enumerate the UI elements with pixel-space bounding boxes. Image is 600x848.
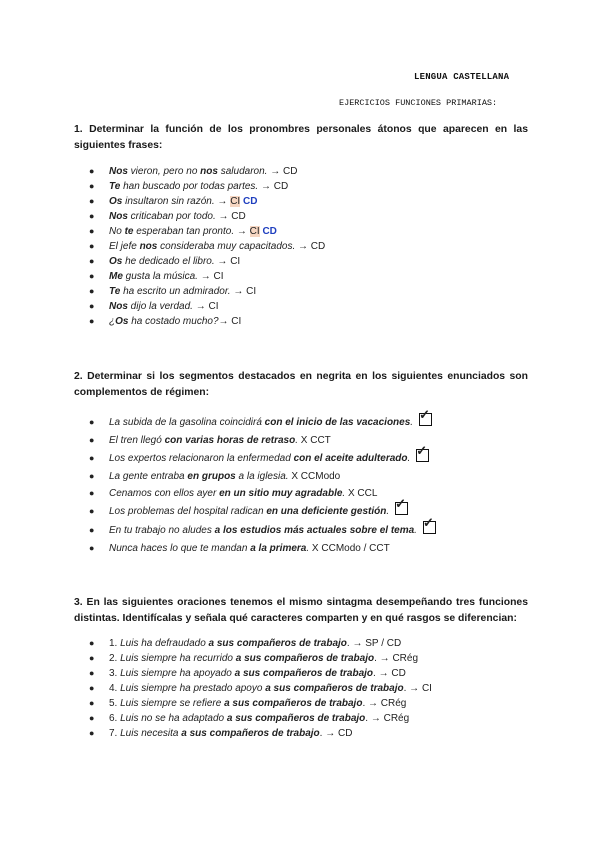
bullet-icon: ● — [89, 256, 95, 266]
sentence-text: . — [306, 543, 310, 554]
segment-bold: con el aceite adulterado — [293, 453, 408, 464]
document-title: LENGUA CASTELLANA — [414, 72, 510, 82]
bullet-icon: ● — [89, 211, 95, 221]
sentence-text: gusta la música. — [122, 271, 198, 282]
sentence-text: Luis siempre ha prestado apoyo — [120, 683, 266, 694]
sentence-text: Los expertos relacionaron la enfermedad — [109, 453, 294, 464]
sentence-text: Cenamos con ellos ayer — [109, 488, 220, 499]
item-number: 5. — [109, 698, 121, 709]
answer: → CI — [230, 286, 257, 297]
pronoun-bold: Os — [109, 256, 123, 267]
list-item — [74, 209, 325, 224]
segment-bold: con el inicio de las vacaciones — [264, 417, 411, 428]
answer: → CD — [267, 166, 298, 177]
segment-bold: en una deficiente gestión — [266, 506, 387, 517]
answer: . → CI — [403, 683, 432, 694]
sentence — [109, 316, 219, 327]
bullet-icon: ● — [89, 683, 95, 693]
item-number: 6. — [109, 713, 121, 724]
list-item — [74, 432, 436, 449]
bullet-icon: ● — [89, 316, 95, 326]
bullet-icon: ● — [89, 166, 95, 176]
item-number: 3. — [109, 668, 121, 679]
sentence-text: vieron, pero no — [127, 166, 201, 177]
sentence — [109, 525, 417, 536]
bullet-icon: ● — [89, 271, 95, 281]
list-item — [74, 314, 325, 329]
sentence-text: Luis siempre ha recurrido — [120, 653, 236, 664]
bullet-icon: ● — [89, 668, 95, 678]
answer: . → CRég — [374, 653, 419, 664]
check-mark: ✓ — [422, 515, 434, 530]
answer: . → CD — [319, 728, 353, 739]
sentence-text: criticaban por todo. — [127, 211, 216, 222]
pronoun-bold: Os — [115, 316, 129, 327]
answer: . → CRég — [362, 698, 407, 709]
item-number: 1. — [109, 638, 121, 649]
sentence-text: . — [407, 453, 411, 464]
checkbox-checked-icon — [395, 496, 408, 515]
sentence-text: ¿ — [109, 316, 116, 327]
sentence-text: ha costado mucho? — [128, 316, 219, 327]
sentence — [109, 543, 309, 554]
pronoun-bold: nos — [139, 241, 158, 252]
sentence — [109, 471, 289, 482]
sentence — [109, 453, 410, 464]
sentence-text: Luis no se ha adaptado — [120, 713, 227, 724]
sentence-text: Nunca haces lo que te mandan — [109, 543, 251, 554]
answer-highlight: CI — [230, 196, 241, 207]
sentence-text: . — [342, 488, 346, 499]
answer: → CI — [218, 316, 242, 327]
bullet-icon: ● — [89, 181, 95, 191]
question-1-list — [74, 164, 325, 329]
answer: → CI — [214, 256, 241, 267]
bullet-icon: ● — [89, 417, 95, 427]
sentence — [109, 506, 389, 517]
question-2: 2. Determinar si los segmentos destacados en negrita en los siguientes enunciados son complementos de régimen: — [74, 371, 528, 398]
document-subtitle: EJERCICIOS FUNCIONES PRIMARIAS: — [339, 98, 498, 108]
sentence-text: El jefe — [109, 241, 140, 252]
pronoun-bold: Nos — [109, 301, 128, 312]
question-3-list — [74, 636, 432, 741]
sentence-text: . — [410, 417, 414, 428]
checkbox-checked-icon — [416, 443, 429, 462]
list-item — [74, 515, 436, 540]
checkbox-checked-icon — [419, 407, 432, 426]
pronoun-bold: Nos — [109, 166, 128, 177]
pronoun-bold: Me — [109, 271, 123, 282]
list-item — [74, 239, 325, 254]
check-mark: ✓ — [416, 443, 428, 458]
list-item — [74, 681, 432, 696]
list-item — [74, 666, 432, 681]
sentence-text: Luis siempre ha apoyado — [120, 668, 235, 679]
sentence — [109, 256, 215, 267]
answer: → CI — [192, 301, 219, 312]
segment-bold: con varias horas de retraso — [164, 435, 296, 446]
segment-bold: a sus compañeros de trabajo — [224, 698, 363, 709]
pronoun-bold: Te — [109, 286, 121, 297]
bullet-icon: ● — [89, 488, 95, 498]
question-1: 1. Determinar la función de los pronombres personales átonos que aparecen en las siguientes frases: — [74, 124, 528, 151]
bullet-icon: ● — [89, 435, 95, 445]
answer-correction: CD — [262, 226, 277, 237]
sentence — [109, 226, 234, 237]
pronoun-bold: Te — [109, 181, 121, 192]
list-item — [74, 696, 432, 711]
bullet-icon: ● — [89, 196, 95, 206]
sentence-text: he dedicado el libro. — [122, 256, 215, 267]
pronoun-bold: Nos — [109, 211, 128, 222]
segment-bold: a sus compañeros de trabajo — [235, 653, 375, 664]
list-item — [74, 164, 325, 179]
segment-bold: en un sitio muy agradable — [219, 488, 343, 499]
segment-bold: a sus compañeros de trabajo — [265, 683, 404, 694]
list-item — [74, 224, 325, 239]
list-item — [74, 496, 436, 521]
check-mark: ✓ — [419, 407, 430, 422]
sentence — [109, 241, 295, 252]
sentence-text: Luis siempre se refiere — [120, 698, 225, 709]
answer: → — [234, 226, 250, 237]
bullet-icon: ● — [89, 713, 95, 723]
bullet-icon: ● — [89, 728, 95, 738]
bullet-icon: ● — [89, 638, 95, 648]
sentence — [109, 301, 193, 312]
bullet-icon: ● — [89, 241, 95, 251]
bullet-icon: ● — [89, 525, 95, 535]
segment-bold: a sus compañeros de trabajo — [226, 713, 366, 724]
list-item — [74, 726, 432, 741]
check-mark: ✓ — [395, 496, 407, 511]
list-item — [74, 651, 432, 666]
sentence — [109, 271, 198, 282]
list-item — [74, 299, 325, 314]
checkbox-checked-icon — [422, 515, 436, 534]
sentence-text: No — [109, 226, 125, 237]
question-2-list — [74, 407, 436, 557]
answer-highlight: CI — [249, 226, 260, 237]
sentence-text: han buscado por todas partes. — [120, 181, 259, 192]
bullet-icon: ● — [89, 301, 95, 311]
sentence-text: El tren llegó — [109, 435, 165, 446]
sentence-text: a la iglesia. — [235, 471, 289, 482]
answer: → CD — [295, 241, 326, 252]
sentence-text: saludaron. — [217, 166, 268, 177]
list-item — [74, 269, 325, 284]
sentence — [109, 181, 258, 192]
answer: → — [214, 196, 231, 207]
list-item — [74, 636, 432, 651]
pronoun-bold: Os — [109, 196, 123, 207]
bullet-icon: ● — [89, 453, 95, 463]
list-item — [74, 407, 436, 432]
list-item — [74, 443, 436, 468]
segment-bold: a sus compañeros de trabajo — [208, 638, 347, 649]
list-item — [74, 254, 325, 269]
sentence — [109, 196, 215, 207]
segment-bold: a la primera — [250, 543, 307, 554]
list-item — [74, 179, 325, 194]
list-item — [74, 711, 432, 726]
sentence — [109, 417, 413, 428]
answer-correction: CD — [242, 196, 258, 207]
sentence — [109, 488, 345, 499]
segment-bold: a los estudios más actuales sobre el tema — [214, 525, 415, 536]
sentence — [109, 211, 216, 222]
sentence-text: insultaron sin razón. — [122, 196, 215, 207]
answer: → CD — [215, 211, 246, 222]
sentence-text: consideraba muy capacitados. — [157, 241, 296, 252]
sentence-text: Luis necesita — [120, 728, 182, 739]
answer: . → CD — [373, 668, 406, 679]
sentence — [109, 435, 298, 446]
answer: . → CRég — [365, 713, 410, 724]
sentence-text: En tu trabajo no aludes — [109, 525, 215, 536]
bullet-icon: ● — [89, 506, 95, 516]
segment-bold: en grupos — [187, 471, 236, 482]
sentence-text: ha escrito un admirador. — [120, 286, 231, 297]
sentence-text: . — [386, 506, 390, 517]
bullet-icon: ● — [89, 653, 95, 663]
bullet-icon: ● — [89, 226, 95, 236]
list-item — [74, 540, 436, 557]
answer: . → SP / CD — [346, 638, 402, 649]
question-3: 3. En las siguientes oraciones tenemos el mismo sintagma desempeñando tres funciones distintas. Identifícalas y señala qué caracteres comparten y en qué rasgos se diferencian: — [74, 597, 528, 624]
list-item — [74, 194, 325, 209]
sentence-text: . — [414, 525, 417, 536]
bullet-icon: ● — [89, 543, 95, 553]
sentence — [109, 166, 267, 177]
sentence-text: . — [295, 435, 298, 446]
segment-bold: a sus compañeros de trabajo — [234, 668, 374, 679]
list-item — [74, 468, 436, 485]
pronoun-bold: nos — [200, 166, 218, 177]
answer: → CI — [197, 271, 224, 282]
list-item — [74, 284, 325, 299]
answer: X CCT — [298, 435, 331, 446]
sentence-text: dijo la verdad. — [127, 301, 193, 312]
bullet-icon: ● — [89, 471, 95, 481]
answer: X CCModo / CCT — [309, 543, 390, 554]
sentence-text: La subida de la gasolina coincidirá — [109, 417, 265, 428]
item-number: 7. — [109, 728, 121, 739]
answer: → CD — [258, 181, 289, 192]
sentence-text: Los problemas del hospital radican — [109, 506, 267, 517]
sentence-text: La gente entraba — [109, 471, 188, 482]
sentence-text: Luis ha defraudado — [120, 638, 209, 649]
sentence — [109, 286, 231, 297]
item-number: 2. — [109, 653, 121, 664]
item-number: 4. — [109, 683, 121, 694]
sentence-text: esperaban tan pronto. — [133, 226, 235, 237]
answer: X CCModo — [288, 471, 341, 482]
list-item — [74, 485, 436, 502]
bullet-icon: ● — [89, 698, 95, 708]
answer: X CCL — [345, 488, 378, 499]
bullet-icon: ● — [89, 286, 95, 296]
pronoun-bold: te — [124, 226, 134, 237]
segment-bold: a sus compañeros de trabajo — [181, 728, 320, 739]
